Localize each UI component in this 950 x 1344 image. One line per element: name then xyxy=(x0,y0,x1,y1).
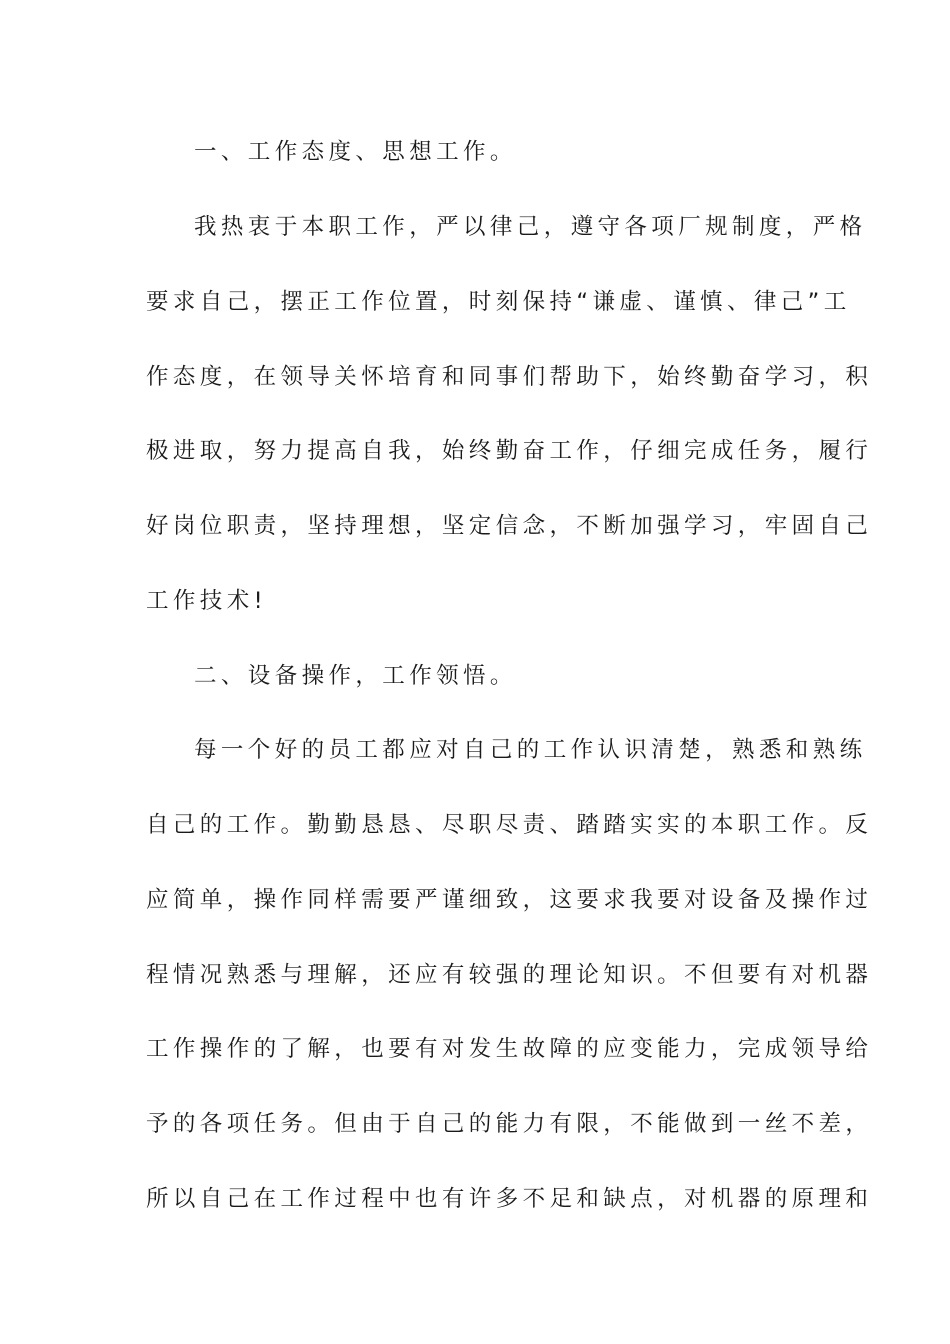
paragraph-line: 工作操作的了解，也要有对发生故障的应变能力，完成领导给 xyxy=(146,1036,873,1062)
paragraph-line: 所以自己在工作过程中也有许多不足和缺点，对机器的原理和 xyxy=(146,1186,873,1212)
section-heading-2: 二、设备操作，工作领悟。 xyxy=(194,663,517,689)
paragraph-line: 工作技术! xyxy=(146,588,268,614)
paragraph-line: 好岗位职责，坚持理想，坚定信念，不断加强学习，牢固自己 xyxy=(146,513,873,539)
paragraph-line: 极进取，努力提高自我，始终勤奋工作，仔细完成任务，履行 xyxy=(146,438,873,464)
paragraph-line: 我热衷于本职工作，严以律己，遵守各项厂规制度，严格 xyxy=(194,214,867,240)
section-heading-1: 一、工作态度、思想工作。 xyxy=(194,139,517,165)
paragraph-line: 自己的工作。勤勤恳恳、尽职尽责、踏踏实实的本职工作。反 xyxy=(146,812,873,838)
paragraph-line: 予的各项任务。但由于自己的能力有限，不能做到一丝不差， xyxy=(146,1111,873,1137)
paragraph-line: 应简单，操作同样需要严谨细致，这要求我要对设备及操作过 xyxy=(146,887,873,913)
paragraph-line: 要求自己，摆正工作位置，时刻保持“谦虚、谨慎、律己”工 xyxy=(146,289,851,315)
paragraph-line: 作态度，在领导关怀培育和同事们帮助下，始终勤奋学习，积 xyxy=(146,364,873,390)
paragraph-line: 程情况熟悉与理解，还应有较强的理论知识。不但要有对机器 xyxy=(146,962,873,988)
paragraph-line: 每一个好的员工都应对自己的工作认识清楚，熟悉和熟练 xyxy=(194,737,867,763)
